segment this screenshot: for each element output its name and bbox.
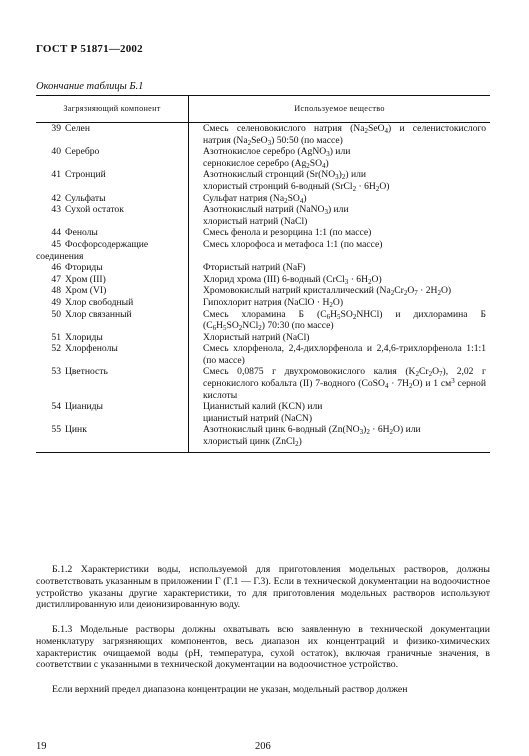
component-name: Цветность [65, 366, 108, 378]
substance-cell: Смесь фенола и резорцина 1:1 (по массе) [203, 227, 372, 239]
table-row [36, 309, 490, 332]
component-name: Цианиды [65, 401, 103, 413]
component-name: Селен [65, 123, 90, 134]
row-number: 50 [51, 308, 61, 320]
substance-cell: Фтористый натрий (NaF) [203, 262, 306, 274]
substance-cell: Цианистый калий (KCN) или цианистый натрий (NaCN) [203, 401, 323, 424]
table-row [36, 239, 490, 262]
substance-cell: Хлористый натрий (NaCl) [203, 331, 310, 343]
substance-cell: Хлорид хрома (III) 6-водный (CrCl$_3$ · $6H_2O$) [203, 273, 382, 286]
component-cell [36, 309, 189, 332]
component-name: Серебро [65, 146, 100, 158]
component-cell [36, 332, 189, 344]
substances-table [36, 95, 490, 453]
substance-cell: Смесь селеновокислого натрия $(Na_2SeO_4)$ и селенистокислого натрия $(Na_2SeO_3)$ 50:50 (по массе) [203, 123, 487, 147]
table-row [36, 297, 490, 309]
row-number: 44 [51, 227, 61, 239]
substance-cell: Смесь 0,0875 г двухромовокислого калия $(K_2Cr_2O_7)$, 2,02 г сернокислого кобальта (II) 7-водного (CoSO$_4$ · $7H_2O$) и 1 $см^3$ серной кислоты [203, 366, 486, 401]
table-row [36, 193, 490, 205]
component-name: Фосфорсодержащие соединения [36, 238, 149, 262]
row-number: 46 [51, 262, 61, 274]
substance-cell: Сульфат натрия $(Na_2SO_4)$ [203, 192, 307, 205]
row-number: 51 [51, 331, 61, 343]
component-cell [36, 343, 189, 366]
paragraph-b-1-2: Б.1.2 Характеристики воды, используемой для приготовления модельных растворов, должны соответствовать указанным в приложении Г (Г.1 — Г.3). Если в технической документации на водоочистное устройство указаны другие характеристики, то для приготовления модельных растворов используют дистиллированную или деионизированную воду. [36, 564, 490, 611]
substance-cell: Азотнокислое серебро (AgNO$_3$) или сернокислое серебро $(Ag_2SO_4)$ [203, 146, 351, 170]
document-id: ГОСТ Р 51871—2002 [36, 43, 143, 55]
table-row [36, 274, 490, 286]
table-body [36, 123, 490, 453]
component-cell [36, 227, 189, 239]
component-name: Хлориды [65, 331, 103, 343]
substance-cell: Азотнокислый натрий (NaNO$_3$) или хлористый натрий (NaCl) [203, 204, 349, 227]
table-row [36, 424, 490, 452]
row-number: 53 [51, 366, 61, 378]
row-number: 45 [51, 238, 61, 250]
page-number-center: 206 [255, 741, 271, 752]
substance-cell: Азотнокислый цинк 6-водный $(Zn(NO_3)_2 \cdot 6H_2O)$ или хлористый цинк (ZnCl$_2$) [189, 424, 491, 452]
table-row [36, 332, 490, 344]
substance-cell: Хромовокислый натрий кристаллический $(Na_2Cr_2O_7 \cdot 2H_2O)$ [203, 285, 452, 298]
component-name: Сухой остаток [65, 204, 124, 216]
table-row [36, 401, 490, 424]
table-row [36, 123, 490, 147]
component-name: Хлор связанный [65, 308, 132, 320]
table-row [36, 262, 490, 274]
component-cell [36, 146, 189, 169]
component-name: Хлорфенолы [65, 343, 118, 355]
substance-cell: Гипохлорит натрия (NaClO · $H_2O$) [203, 296, 344, 309]
substance-cell: Смесь хлорамина Б $(C_6H_5SO_2NHCl)$ и дихлорамина Б $(C_6H_5SO_2NCl_2)$ 70:30 (по массе) [203, 308, 486, 333]
column-header-component: Загрязняющий компонент [36, 96, 189, 123]
column-header-substance: Используемое вещество [189, 96, 491, 123]
substance-cell: Смесь хлорфенола, 2,4-дихлорфенола и 2,4,6-трихлорфенола 1:1:1 (по массе) [203, 343, 486, 366]
row-number: 55 [51, 424, 61, 436]
component-cell [36, 123, 189, 147]
table-row [36, 204, 490, 227]
table-header-row [36, 96, 490, 123]
component-name: Хлор свободный [65, 296, 134, 308]
paragraph-b-1-3: Б.1.3 Модельные растворы должны охватывать всю заявленную в технической документации номенклатуру загрязняющих компонентов, весь диапазон их концентраций и физико-химических характеристик очищаемой воды (рН, температура, сухой остаток), включая граничные значения, в соответствии с указанными в технической документации на водоочистное устройство. [36, 624, 490, 671]
component-name: Сульфаты [65, 192, 106, 204]
row-number: 42 [51, 192, 61, 204]
row-number: 43 [51, 204, 61, 216]
component-cell [36, 297, 189, 309]
component-cell [36, 401, 189, 424]
table-caption: Окончание таблицы Б.1 [36, 81, 144, 92]
row-number: 48 [51, 285, 61, 297]
row-number: 52 [51, 343, 61, 355]
substance-cell: Смесь хлорофоса и метафоса 1:1 (по массе) [203, 238, 383, 250]
component-cell [36, 193, 189, 205]
component-cell [36, 424, 189, 452]
row-number: 41 [51, 169, 61, 181]
component-cell [36, 285, 189, 297]
component-name: Хром (VI) [65, 285, 107, 297]
component-cell [36, 204, 189, 227]
component-cell [36, 169, 189, 192]
component-name: Цинк [65, 424, 87, 436]
table-row [36, 169, 490, 192]
table-row [36, 146, 490, 169]
row-number: 54 [51, 401, 61, 413]
row-number: 40 [51, 146, 61, 158]
paragraph-continued: Если верхний предел диапазона концентрации не указан, модельный раствор должен [52, 684, 408, 695]
substance-cell: Азотнокислый стронций $(Sr(NO_3)_2)$ или хлористый стронций 6-водный (SrCl$_2$ · $6H_2O$) [203, 169, 390, 193]
component-name: Стронций [65, 169, 106, 181]
component-cell [36, 239, 189, 262]
table-row [36, 285, 490, 297]
component-cell [36, 366, 189, 401]
table-row [36, 343, 490, 366]
component-name: Фториды [65, 262, 103, 274]
row-number: 49 [51, 296, 61, 308]
page-number-left: 19 [36, 741, 47, 752]
component-cell [36, 274, 189, 286]
component-name: Фенолы [65, 227, 98, 239]
table-row [36, 227, 490, 239]
row-number: 39 [51, 123, 61, 134]
component-cell [36, 262, 189, 274]
table-row [36, 366, 490, 401]
row-number: 47 [51, 273, 61, 285]
component-name: Хром (III) [65, 273, 106, 285]
